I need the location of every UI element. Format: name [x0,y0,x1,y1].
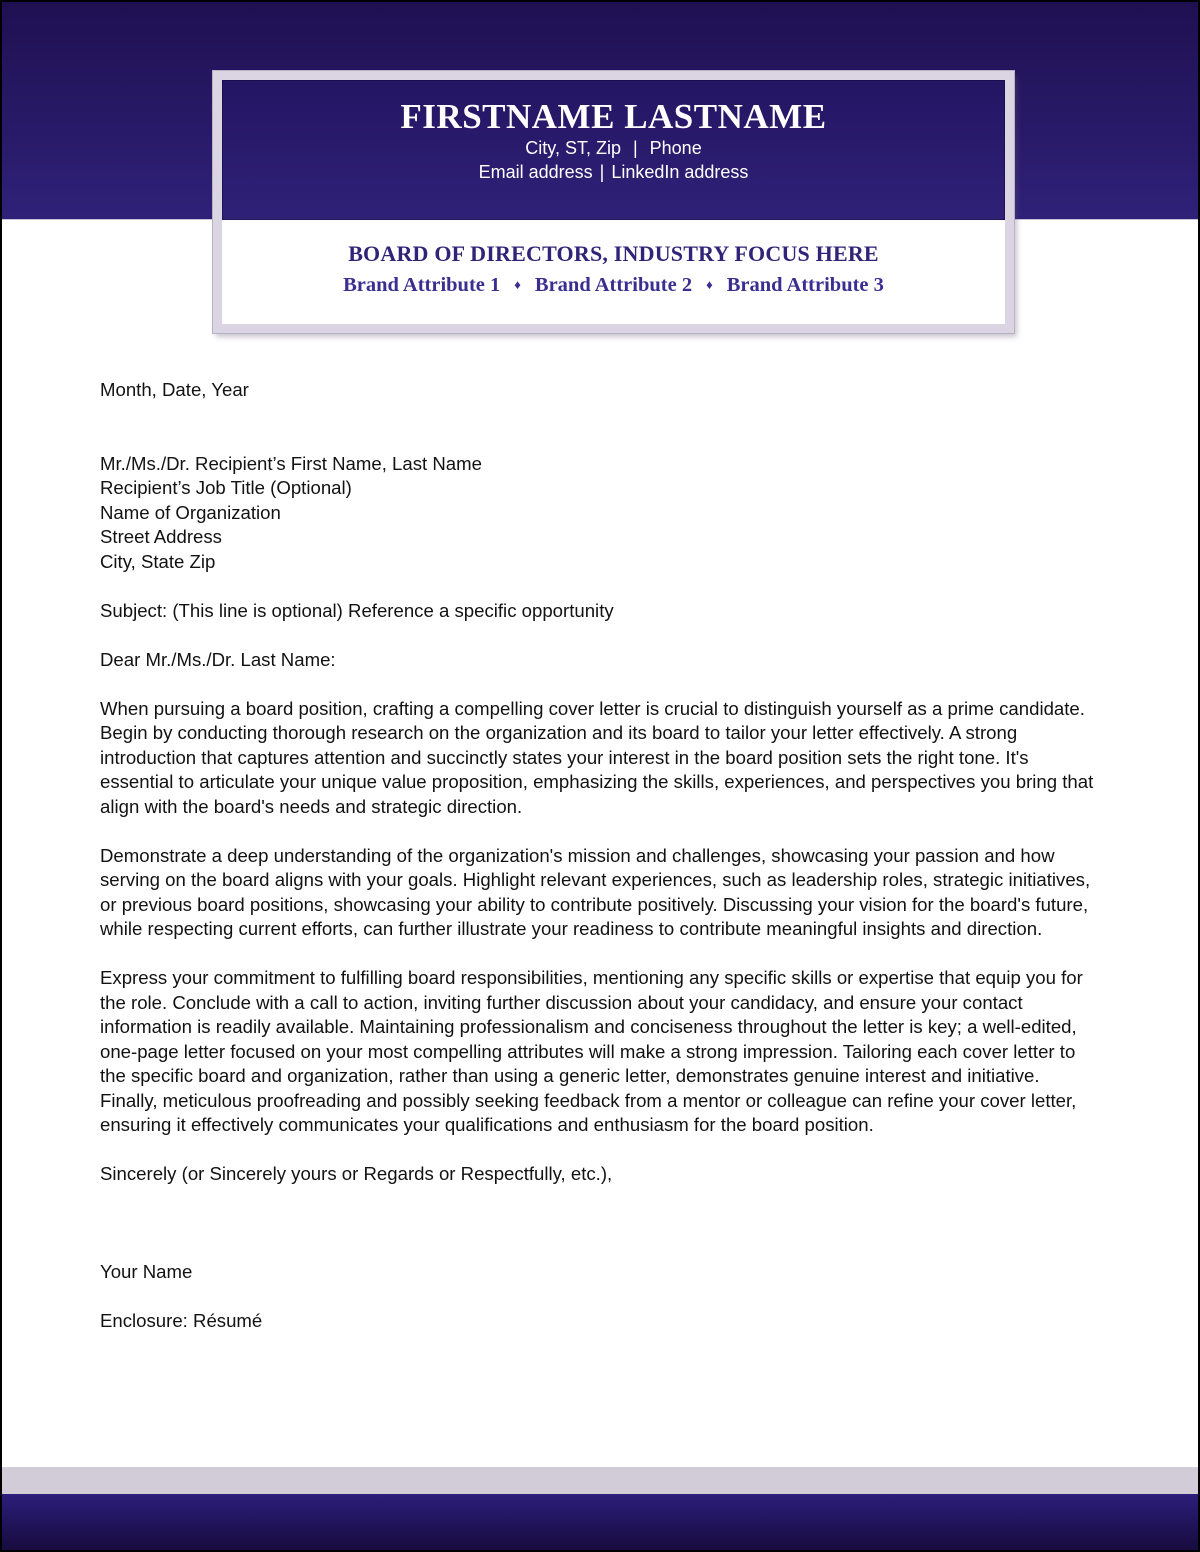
brand-attribute-1: Brand Attribute 1 [343,274,501,296]
contact-email: Email address [478,161,593,182]
subject-line: Subject: (This line is optional) Reference a specific opportunity [100,599,614,621]
recipient-name-line: Mr./Ms./Dr. Recipient’s First Name, Last Name [100,452,482,474]
letter-body [100,378,1102,1334]
date-line: Month, Date, Year [100,379,249,400]
contact-line-1 [222,137,1005,161]
enclosure-line: Enclosure: Résumé [100,1310,263,1331]
pipe-separator-icon: | [599,161,605,182]
contact-phone: Phone [649,138,702,158]
person-name: FIRSTNAME LASTNAME [400,97,827,136]
brand-attribute-2: Brand Attribute 2 [534,274,693,296]
identity-card [213,71,1014,333]
diamond-icon: ♦ [706,277,713,292]
contact-linkedin: LinkedIn address [611,161,749,182]
brand-attribute-3: Brand Attribute 3 [726,274,884,296]
signature-name: Your Name [100,1261,193,1282]
identity-card-bottom [222,220,1005,298]
contact-line-2 [222,161,1005,185]
footer-band [2,1494,1198,1550]
salutation: Dear Mr./Ms./Dr. Last Name: [100,648,336,670]
recipient-city-line: City, State Zip [100,550,216,572]
paragraph-1: When pursuing a board position, crafting a compelling cover letter is crucial to distinguish yourself as a prime candidate. Begin by conducting thorough research on the organization and its board to tailor your letter effectively. A strong introduction that captures attention and succinctly states your interest in the board position sets the right tone. It's essential to articulate your unique value proposition, emphasizing the skills, experiences, and perspectives you bring that align with the board's needs and strategic direction. [100,697,1094,817]
brand-attributes-line [222,272,1005,298]
recipient-organization-line: Name of Organization [100,501,281,523]
closing-line: Sincerely (or Sincerely yours or Regards or Respectfully, etc.), [100,1163,613,1184]
recipient-job-title-line: Recipient’s Job Title (Optional) [100,477,352,498]
paragraph-2: Demonstrate a deep understanding of the organization's mission and challenges, showcasing your passion and how serving on the board aligns with your goals. Highlight relevant experiences, such as leadership roles, strategic initiatives, or previous board positions, showcasing your ability to contribute positively. Discussing your vision for the board's future, while respecting current efforts, can further illustrate your readiness to contribute meaningful insights and direction. [100,844,1091,939]
board-title: BOARD OF DIRECTORS, INDUSTRY FOCUS HERE [348,241,879,266]
recipient-street-line: Street Address [100,526,222,547]
contact-city: City, ST, Zip [525,138,621,158]
footer-accent-bar [2,1467,1198,1494]
recipient-address-block [100,452,1102,575]
pipe-separator-icon: | [632,138,638,158]
paragraph-3: Express your commitment to fulfilling board responsibilities, mentioning any specific skills or expertise that equip you for the role. Conclude with a call to action, inviting further discussion about your candidacy, and ensure your contact information is readily available. Maintaining professionalism and conciseness throughout the letter is key; a well-edited, one-page letter focused on your most compelling attributes will make a strong impression. Tailoring each cover letter to the specific board and organization, rather than using a generic letter, demonstrates genuine interest and initiative. Finally, meticulous proofreading and possibly seeking feedback from a mentor or colleague can refine your cover letter, ensuring it effectively communicates your qualifications and enthusiasm for the board position. [100,967,1083,1135]
identity-card-top [222,80,1005,220]
diamond-icon: ♦ [514,277,521,292]
